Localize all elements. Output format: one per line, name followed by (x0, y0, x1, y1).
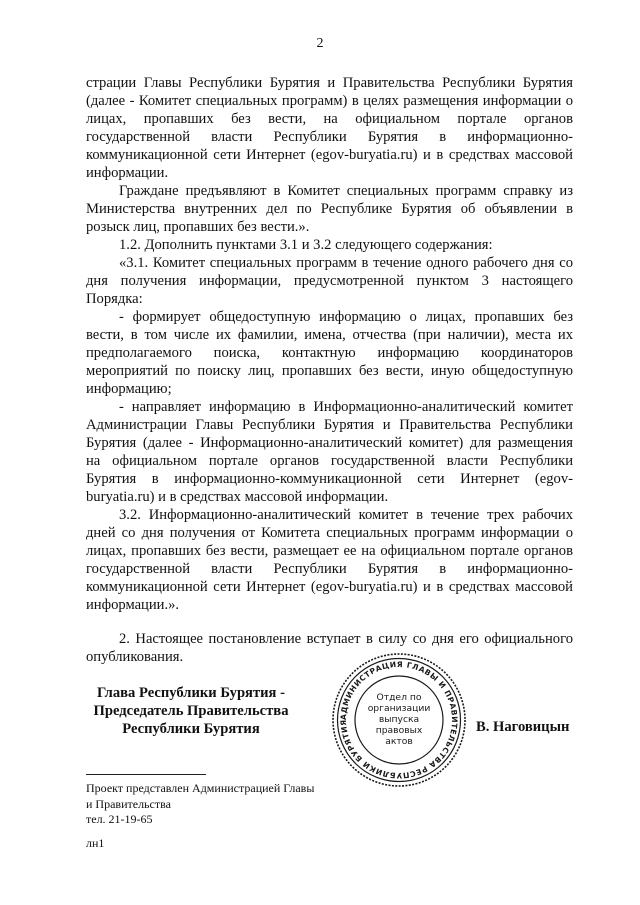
paragraph: страции Главы Республики Бурятия и Правительства Республики Бурятия (далее - Комитет специальных программ) в целях размещения информации о лицах, пропавших без вести, на официальном портале органов государственной власти Республики Бурятия в информационно-коммуникационной сети Интернет (egov-buryatia.ru) и в средствах массовой информации. (86, 75, 573, 181)
stamp-center-line: актов (385, 736, 413, 747)
document-body (86, 74, 573, 666)
footnote-line: тел. 21-19-65 (86, 812, 153, 826)
signatory-title (70, 684, 312, 738)
stamp-center-line: организации (367, 703, 431, 714)
stamp-center-line: правовых (375, 725, 423, 736)
paragraph: Граждане предъявляют в Комитет специальных программ справку из Министерства внутренних дел по Республике Бурятия об объявлении в розыск лиц, пропавших без вести.». (86, 183, 573, 235)
paragraph: - формирует общедоступную информацию о лицах, пропавших без вести, в том числе их фамилии, имена, отчества (при наличии), места их предполагаемого поиска, контактную информацию координаторов мероприятий по поиску лиц, пропавших без вести, иную общедоступную информацию; (86, 309, 573, 397)
stamp-center-line: Отдел по (376, 692, 422, 703)
paragraph: «3.1. Комитет специальных программ в течение одного рабочего дня со дня получения информации, предусмотренной пунктом 3 настоящего Порядка: (86, 255, 573, 307)
signer-name: В. Наговицын (476, 719, 570, 735)
signatory-title-line: Председатель Правительства (93, 703, 289, 719)
footnote-line: Проект представлен Администрацией Главы (86, 781, 315, 795)
paragraph: 2. Настоящее постановление вступает в силу со дня его официального опубликования. (86, 631, 573, 665)
paragraph: - направляет информацию в Информационно-аналитический комитет Администрации Главы Республики Бурятия и Правительства Республики Бурятия (далее - Информационно-аналитический комитет) для размещения на официальном портале органов государственной власти Республики Бурятия в информационно-коммуникационной сети Интернет (egov-buryatia.ru) и в средствах массовой информации. (86, 399, 573, 505)
page-number: 2 (316, 36, 324, 51)
signatory-title-line: Республики Бурятия (122, 721, 260, 737)
footnote (86, 781, 346, 828)
paragraph: 3.2. Информационно-аналитический комитет в течение трех рабочих дней со дня получения от Комитета специальных программ информации о лицах, пропавших без вести, размещает ее на официальном портале органов государственной власти Республики Бурятия в информационно-коммуникационной сети Интернет (egov-buryatia.ru) и в средствах массовой информации.». (86, 507, 573, 613)
registration-mark: лн1 (86, 836, 105, 850)
signatory-title-line: Глава Республики Бурятия - (97, 685, 285, 701)
stamp-center-line: выпуска (378, 714, 420, 725)
footnote-line: и Правительства (86, 796, 171, 811)
footnote-divider (86, 774, 206, 775)
paragraph: 1.2. Дополнить пунктами 3.1 и 3.2 следующего содержания: (119, 237, 493, 253)
stamp-ring-text: АДМИНИСТРАЦИЯ ГЛАВЫ И ПРАВИТЕЛЬСТВА РЕСПУБЛИКИ БУРЯТИЯ (338, 659, 460, 781)
official-stamp (331, 652, 467, 788)
